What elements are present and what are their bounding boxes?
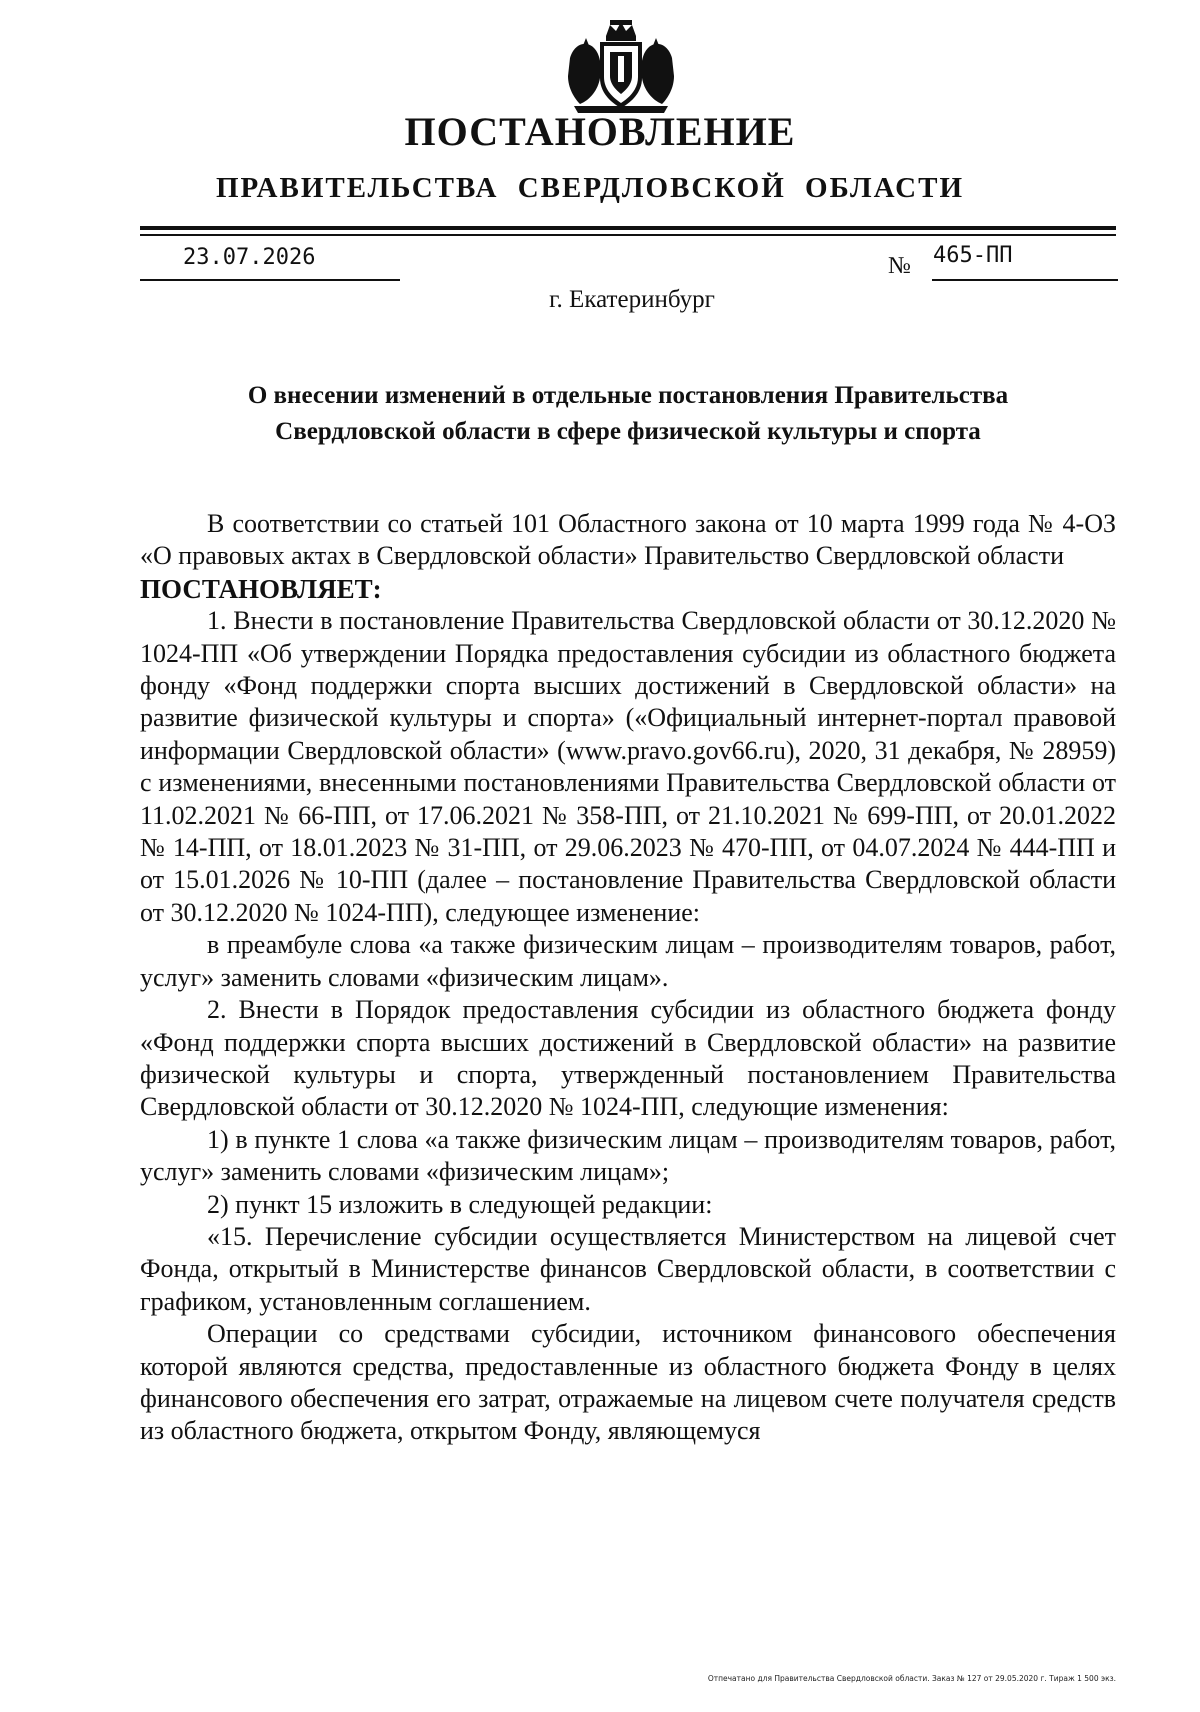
clause-15-operations: Операции со средствами субсидии, источником финансового обеспечения которой являются средства, предоставленные из областного бюджета Фонду в целях финансового обеспечения его затрат, отражаемые на лицевом счете получателя средств из областного бюджета, открытом Фонду, являющемуся [140, 1319, 1116, 1446]
heading-line-1: О внесении изменений в отдельные постановления Правительства [247, 382, 1009, 409]
date-underline [140, 279, 400, 281]
paragraph-2: 2. Внести в Порядок предоставления субсидии из областного бюджета фонду «Фонд поддержки спорта высших достижений в Свердловской области» на развитие физической культуры и спорта, утвержденный постановлением Правительства Свердловской области от 30.12.2020 № 1024-ПП, следующие изменения: [140, 995, 1116, 1122]
header-rule-thick [140, 226, 1116, 230]
document-number: 465-ПП [933, 243, 1013, 268]
header-rule-thin [140, 234, 1116, 236]
heading-line-2: Свердловской области в сфере физической культуры и спорта [275, 418, 981, 445]
number-sign: № [888, 253, 911, 279]
paragraph-1: 1. Внести в постановление Правительства Свердловской области от 30.12.2020 № 1024-ПП «Об утверждении Порядка предоставления субсидии из областного бюджета фонду «Фонд поддержки спорта высших достижений в Свердловской области» на развитие физической культуры и спорта» («Официальный интернет-портал правовой информации Свердловской области» (www.pravo.gov66.ru), 2020, 31 декабря, № 28959) с изменениями, внесенными постановлениями Правительства Свердловской области от 11.02.2021 № 66-ПП, от 17.06.2021 № 358-ПП, от 21.10.2021 № 699-ПП, от 20.01.2022 № 14-ПП, от 18.01.2023 № 31-ПП, от 29.06.2023 № 470-ПП, от 04.07.2024 № 444-ПП и от 15.01.2026 № 10-ПП (далее – постановление Правительства Свердловской области от 30.12.2020 № 1024-ПП), следующее изменение: [140, 606, 1116, 927]
resolves-heading: ПОСТАНОВЛЯЕТ: [140, 573, 382, 604]
paragraph-2-item-2: 2) пункт 15 изложить в следующей редакции: [207, 1189, 713, 1219]
issue-city: г. Екатеринбург [549, 286, 715, 313]
clause-15-text: «15. Перечисление субсидии осуществляется Министерством на лицевой счет Фонда, открытый в Министерстве финансов Свердловской области, в соответствии с графиком, установленным соглашением. [140, 1221, 1116, 1316]
issuer-title: ПРАВИТЕЛЬСТВА СВЕРДЛОВСКОЙ ОБЛАСТИ [215, 172, 965, 204]
paragraph-1-amendment: в преамбуле слова «а также физическим лицам – производителям товаров, работ, услуг» заменить словами «физическим лицам». [140, 930, 1116, 992]
document-type-title: ПОСТАНОВЛЕНИЕ [404, 109, 796, 154]
number-underline [932, 279, 1118, 281]
paragraph-2-item-1: 1) в пункте 1 слова «а также физическим лицам – производителям товаров, работ, услуг» заменить словами «физическим лицам»; [140, 1124, 1116, 1187]
coat-of-arms-icon [560, 18, 682, 114]
document-body [140, 508, 1116, 1448]
document-heading [140, 378, 1116, 450]
print-imprint: Отпечатано для Правительства Свердловской области. Заказ № 127 от 29.05.2020 г. Тираж 1 500 экз. [707, 1674, 1116, 1683]
document-date: 23.07.2026 [183, 245, 316, 270]
preamble-paragraph: В соответствии со статьей 101 Областного закона от 10 марта 1999 года № 4-ОЗ «О правовых актах в Свердловской области» Правительство Свердловской области [140, 509, 1116, 571]
